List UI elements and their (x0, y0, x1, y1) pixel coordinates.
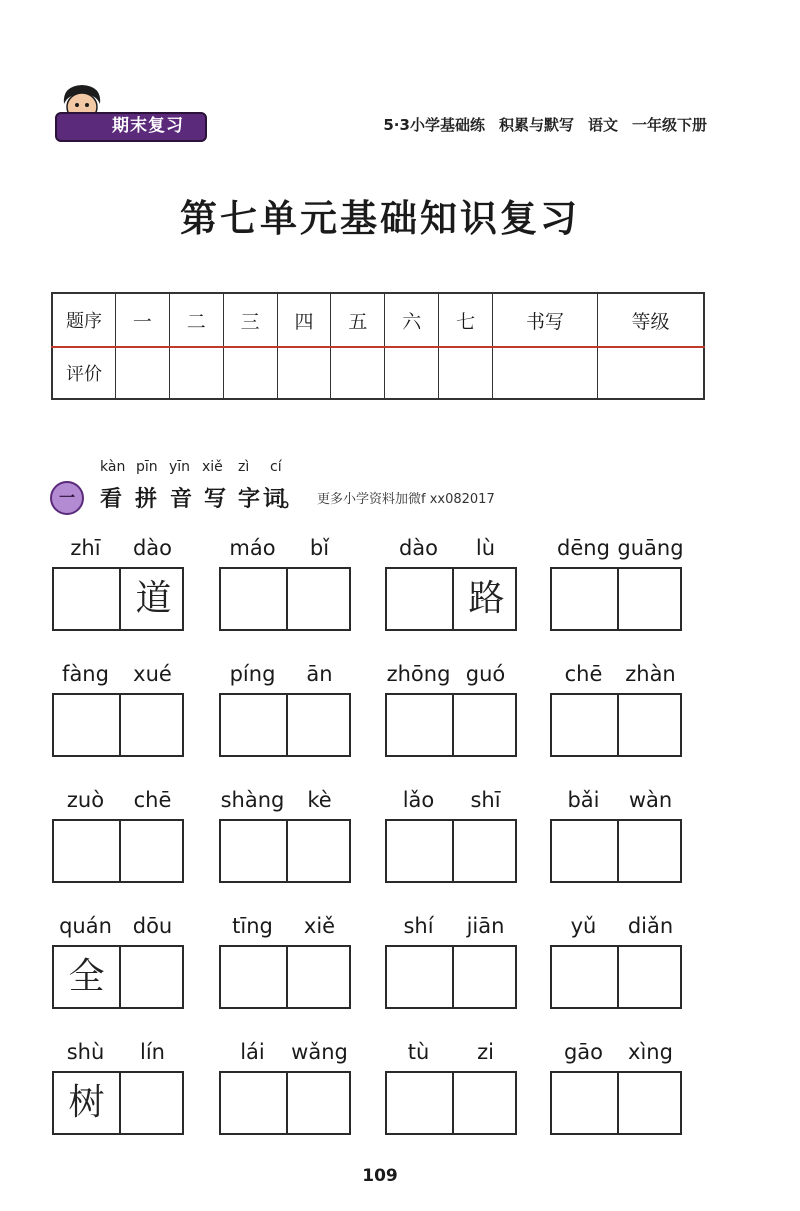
writing-cell-2[interactable] (619, 821, 684, 881)
score-cell[interactable] (493, 347, 598, 399)
writing-box (385, 693, 517, 757)
score-col-6: 六 (385, 293, 439, 347)
book-info (369, 114, 707, 135)
pinyin-1: máo (229, 536, 276, 560)
exercise-item (385, 914, 519, 1014)
writing-cell-1[interactable] (54, 695, 119, 755)
exercise-item (219, 914, 353, 1014)
writing-cell-1[interactable] (221, 569, 286, 629)
pinyin-1: shí (403, 914, 434, 938)
writing-box (219, 819, 351, 883)
writing-cell-2[interactable] (121, 695, 186, 755)
writing-cell-1[interactable] (552, 947, 617, 1007)
pinyin-1: lái (240, 1040, 265, 1064)
writing-cell-2[interactable] (619, 695, 684, 755)
book-subject: 语文 (587, 116, 618, 134)
writing-cell-1[interactable] (387, 569, 452, 629)
writing-cell-2[interactable] (288, 947, 353, 1007)
exercise-item (219, 1040, 353, 1140)
instruction-pinyin: kàn (100, 459, 126, 475)
writing-cell-1[interactable] (552, 569, 617, 629)
pinyin-1: píng (229, 662, 276, 686)
pinyin-1: zhōng (386, 662, 451, 686)
instruction-pinyin: xiě (202, 459, 223, 475)
pinyin-1: dào (398, 536, 439, 560)
instruction-char: 词 (263, 487, 286, 512)
pinyin-2: dào (132, 536, 173, 560)
writing-cell-1[interactable] (221, 1073, 286, 1133)
score-col-5: 五 (331, 293, 385, 347)
pinyin-1: shù (66, 1040, 105, 1064)
exercise-item (52, 662, 186, 762)
writing-box (52, 945, 184, 1009)
writing-cell-1[interactable] (221, 947, 286, 1007)
score-col-3: 三 (223, 293, 277, 347)
pinyin-2: zhàn (625, 662, 676, 686)
pinyin-2: xiě (303, 914, 336, 938)
writing-box (550, 945, 682, 1009)
badge-label: 期末复习 (112, 116, 184, 136)
writing-cell-2[interactable] (454, 1073, 519, 1133)
exercise-item (219, 788, 353, 888)
writing-box (550, 1071, 682, 1135)
writing-cell-1[interactable] (54, 821, 119, 881)
score-cell[interactable] (169, 347, 223, 399)
writing-box (385, 1071, 517, 1135)
instruction-pinyin: pīn (136, 459, 158, 475)
pinyin-2: guāng (617, 536, 684, 560)
instruction-pinyin: yīn (169, 459, 191, 475)
writing-cell-2[interactable]: 路 (468, 578, 505, 619)
pinyin-2: wàn (628, 788, 673, 812)
watermark-text: 更多小学资料加微f xx082017 (317, 492, 495, 507)
pinyin-1: lǎo (402, 788, 435, 812)
pinyin-1: shàng (220, 788, 285, 812)
instruction-pinyin: cí (270, 459, 282, 475)
book-name: 积累与默写 (498, 116, 574, 134)
writing-box (385, 567, 517, 631)
score-col-7: 七 (439, 293, 493, 347)
writing-box (219, 1071, 351, 1135)
instruction-pinyin: zì (238, 459, 250, 475)
writing-cell-2[interactable] (619, 947, 684, 1007)
writing-cell-2[interactable] (288, 821, 353, 881)
score-col-4: 四 (277, 293, 331, 347)
writing-cell-1[interactable] (552, 1073, 617, 1133)
pinyin-1: dēng (557, 536, 610, 560)
writing-box (550, 567, 682, 631)
score-table (51, 292, 705, 400)
pinyin-2: wǎng (291, 1040, 348, 1064)
writing-cell-2[interactable] (121, 821, 186, 881)
writing-cell-1[interactable] (552, 695, 617, 755)
pinyin-1: tīng (232, 914, 273, 938)
pinyin-1: bǎi (567, 788, 600, 812)
writing-box (219, 693, 351, 757)
pinyin-2: bǐ (309, 536, 330, 560)
pinyin-1: tù (407, 1040, 430, 1064)
pinyin-1: quán (59, 914, 112, 938)
pinyin-1: chē (564, 662, 603, 686)
writing-box (219, 945, 351, 1009)
writing-cell-1[interactable] (387, 695, 452, 755)
writing-cell-2[interactable] (454, 695, 519, 755)
pinyin-1: zhī (70, 536, 101, 560)
page-title: 第七单元基础知识复习 (180, 197, 580, 240)
pinyin-2: dōu (132, 914, 173, 938)
writing-cell-2[interactable] (288, 1073, 353, 1133)
pinyin-2: xìng (628, 1040, 673, 1064)
book-grade: 一年级下册 (631, 116, 707, 134)
score-col-writing: 书写 (493, 293, 598, 347)
score-cell[interactable] (439, 347, 493, 399)
pinyin-2: guó (465, 662, 506, 686)
writing-cell-2[interactable] (121, 1073, 186, 1133)
pinyin-2: ān (306, 662, 333, 686)
instruction-char: 写 (204, 487, 227, 512)
exercise-item (550, 914, 684, 1014)
pinyin-2: diǎn (627, 914, 674, 938)
writing-box (52, 819, 184, 883)
writing-cell-2[interactable] (619, 1073, 684, 1133)
writing-cell-2[interactable] (288, 695, 353, 755)
pinyin-2: jiān (466, 914, 505, 938)
instruction-char: 字 (238, 487, 261, 512)
exercise-item (219, 662, 353, 762)
section-number-badge (50, 481, 84, 515)
score-cell[interactable] (598, 347, 704, 399)
exercise-item (550, 536, 684, 636)
writing-cell-2[interactable] (121, 947, 186, 1007)
score-col-1: 一 (116, 293, 170, 347)
writing-cell-1[interactable] (221, 695, 286, 755)
pinyin-2: zi (477, 1040, 494, 1064)
exercise-item (52, 788, 186, 888)
writing-cell-1[interactable]: 全 (68, 956, 105, 997)
writing-cell-1[interactable] (387, 947, 452, 1007)
writing-box (385, 945, 517, 1009)
exercise-item (550, 788, 684, 888)
pinyin-2: lù (475, 536, 496, 560)
writing-cell-2[interactable]: 道 (135, 578, 172, 619)
instruction-period: 。 (281, 487, 304, 512)
score-row-head-order: 题序 (52, 293, 116, 347)
exercise-item (52, 914, 186, 1014)
pinyin-2: xué (133, 662, 172, 686)
score-cell[interactable] (277, 347, 331, 399)
instruction-char: 看 (100, 487, 123, 512)
exercise-item (385, 788, 519, 888)
writing-box (550, 819, 682, 883)
writing-box (550, 693, 682, 757)
writing-cell-1[interactable]: 树 (68, 1082, 105, 1123)
section-number: 一 (58, 488, 75, 507)
instruction-char: 音 (170, 487, 193, 512)
score-col-2: 二 (169, 293, 223, 347)
exercise-item (385, 662, 519, 762)
writing-cell-1[interactable] (387, 821, 452, 881)
exercise-item (385, 536, 519, 636)
pinyin-2: kè (307, 788, 332, 812)
pinyin-2: chē (133, 788, 172, 812)
instruction-char: 拼 (135, 487, 158, 512)
pinyin-2: lín (140, 1040, 165, 1064)
writing-box (52, 693, 184, 757)
score-cell[interactable] (331, 347, 385, 399)
writing-cell-1[interactable] (387, 1073, 452, 1133)
book-series: 5·3小学基础练 (383, 116, 485, 134)
score-cell[interactable] (385, 347, 439, 399)
writing-box (385, 819, 517, 883)
page-number: 109 (362, 1166, 398, 1186)
exercise-item (219, 536, 353, 636)
exercise-item (550, 1040, 684, 1140)
page-header (0, 0, 800, 150)
writing-cell-2[interactable] (454, 947, 519, 1007)
pinyin-1: gāo (563, 1040, 604, 1064)
exercise-item (52, 1040, 186, 1140)
exercise-item (52, 536, 186, 636)
score-row-head-eval: 评价 (52, 347, 116, 399)
writing-box (52, 567, 184, 631)
writing-cell-2[interactable] (619, 569, 684, 629)
writing-cell-1[interactable] (552, 821, 617, 881)
pinyin-1: zuò (66, 788, 105, 812)
pinyin-2: shī (470, 788, 501, 812)
exercise-item (385, 1040, 519, 1140)
score-col-grade: 等级 (598, 293, 704, 347)
writing-cell-2[interactable] (288, 569, 353, 629)
exercise-item (550, 662, 684, 762)
writing-box (219, 567, 351, 631)
writing-cell-1[interactable] (54, 569, 119, 629)
writing-cell-1[interactable] (221, 821, 286, 881)
pinyin-1: fàng (62, 662, 109, 686)
writing-cell-2[interactable] (454, 821, 519, 881)
score-cell[interactable] (223, 347, 277, 399)
score-cell[interactable] (116, 347, 170, 399)
writing-box (52, 1071, 184, 1135)
pinyin-1: yǔ (570, 914, 597, 938)
